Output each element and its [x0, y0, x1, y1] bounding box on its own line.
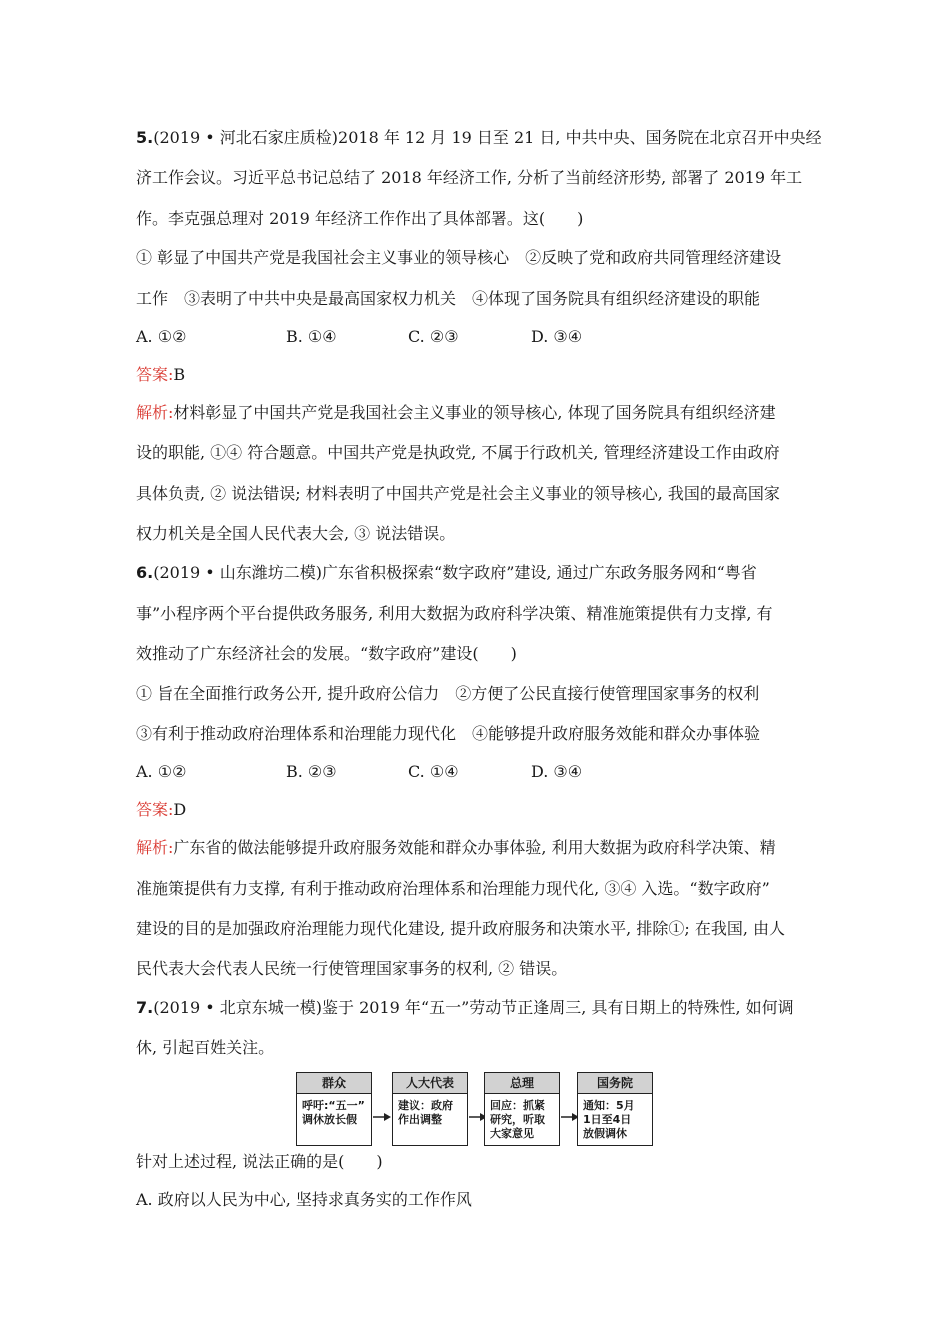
q6-analysis-text-1: 广东省的做法能够提升政府服务效能和群众办事体验, 利用大数据为政府科学决策、精: [173, 838, 776, 857]
q5-line-3: 作。李克强总理对 2019 年经济工作作出了具体部署。这( ): [136, 209, 584, 228]
flow-box-title: 总理: [485, 1073, 559, 1094]
q6-option-b: B. ②③: [286, 762, 337, 781]
q5-answer-value: B: [173, 365, 186, 384]
q5-option-c: C. ②③: [408, 327, 459, 346]
q5-analysis-text-1: 材料彰显了中国共产党是我国社会主义事业的领导核心, 体现了国务院具有组织经济建: [173, 403, 776, 422]
q7-number: 7.: [136, 998, 154, 1017]
q5-option-b: B. ①④: [286, 327, 337, 346]
q6-line-5: ③有利于推动政府治理体系和治理能力现代化 ④能够提升政府服务效能和群众办事体验: [136, 724, 761, 743]
flow-box-state-council: [577, 1072, 653, 1146]
q5-analysis-line-1: [136, 403, 776, 423]
q5-analysis-line-4: 权力机关是全国人民代表大会, ③ 说法错误。: [136, 524, 456, 543]
q7-question: 针对上述过程, 说法正确的是( ): [136, 1152, 383, 1171]
q5-line-1: [136, 128, 822, 148]
q5-option-a: A. ①②: [136, 327, 187, 346]
arrow-right-icon: [373, 1112, 391, 1122]
q7-text-1: (2019 • 北京东城一模)鉴于 2019 年“五一”劳动节正逢周三, 具有日期上的特殊性, 如何调: [153, 998, 794, 1017]
q6-line-3: 效推动了广东经济社会的发展。“数字政府”建设( ): [136, 644, 517, 663]
q7-line-2: 休, 引起百姓关注。: [136, 1038, 275, 1057]
flow-box-title: 国务院: [578, 1073, 652, 1094]
q5-line-5: 工作 ③表明了中共中央是最高国家权力机关 ④体现了国务院具有组织经济建设的职能: [136, 289, 761, 308]
q5-line-2: 济工作会议。习近平总书记总结了 2018 年经济工作, 分析了当前经济形势, 部署了 2019 年工: [136, 168, 803, 187]
q7-line-1: [136, 998, 794, 1018]
q5-analysis-line-3: 具体负责, ② 说法错误; 材料表明了中国共产党是社会主义事业的领导核心, 我国的最高国家: [136, 484, 780, 503]
q6-option-a: A. ①②: [136, 762, 187, 781]
q6-line-4: ① 旨在全面推行政务公开, 提升政府公信力 ②方便了公民直接行使管理国家事务的权利: [136, 684, 760, 703]
flow-box-title: 群众: [297, 1073, 371, 1094]
q5-number: 5.: [136, 128, 154, 147]
flow-box-body: 回应：抓紧 研究，听取 大家意见: [490, 1099, 545, 1140]
flow-box-body: 通知：5月 1日至4日 放假调休: [583, 1099, 635, 1140]
q5-analysis-label: 解析:: [136, 403, 174, 422]
flow-box-title: 人大代表: [393, 1073, 467, 1094]
q6-analysis-label: 解析:: [136, 838, 174, 857]
q6-answer: [136, 800, 186, 820]
flow-box-body: 呼吁:“五一” 调休放长假: [302, 1099, 365, 1126]
q5-answer-label: 答案:: [136, 365, 174, 384]
flow-box-masses: [296, 1072, 372, 1146]
q6-option-c: C. ①④: [408, 762, 459, 781]
flow-box-body: 建议：政府 作出调整: [398, 1099, 453, 1126]
q6-analysis-line-1: [136, 838, 776, 858]
q6-text-1: (2019 • 山东潍坊二模)广东省积极探索“数字政府”建设, 通过广东政务服务网和“粤省: [153, 563, 757, 582]
q6-analysis-line-2: 准施策提供有力支撑, 有利于推动政府治理体系和治理能力现代化, ③④ 入选。“数字政府”: [136, 879, 770, 898]
flow-box-npc-deputy: [392, 1072, 468, 1146]
q5-text-1: (2019 • 河北石家庄质检)2018 年 12 月 19 日至 21 日, 中共中央、国务院在北京召开中央经: [153, 128, 822, 147]
process-flowchart: [296, 1072, 660, 1150]
q6-option-d: D. ③④: [531, 762, 583, 781]
q5-option-d: D. ③④: [531, 327, 583, 346]
q5-answer: [136, 365, 185, 385]
q7-option-a: A. 政府以人民为中心, 坚持求真务实的工作作风: [136, 1190, 472, 1209]
q6-line-2: 事”小程序两个平台提供政务服务, 利用大数据为政府科学决策、精准施策提供有力支撑, 有: [136, 604, 773, 623]
q6-analysis-line-4: 民代表大会代表人民统一行使管理国家事务的权利, ② 错误。: [136, 959, 568, 978]
flow-box-premier: [484, 1072, 560, 1146]
q5-analysis-line-2: 设的职能, ①④ 符合题意。中国共产党是执政党, 不属于行政机关, 管理经济建设工作由政府: [136, 443, 780, 462]
q6-answer-label: 答案:: [136, 800, 174, 819]
q6-analysis-line-3: 建设的目的是加强政府治理能力现代化建设, 提升政府服务和决策水平, 排除①; 在我国, 由人: [136, 919, 785, 938]
q5-line-4: ① 彰显了中国共产党是我国社会主义事业的领导核心 ②反映了党和政府共同管理经济建设: [136, 248, 782, 267]
q6-number: 6.: [136, 563, 154, 582]
q6-answer-value: D: [173, 800, 187, 819]
q6-line-1: [136, 563, 757, 583]
